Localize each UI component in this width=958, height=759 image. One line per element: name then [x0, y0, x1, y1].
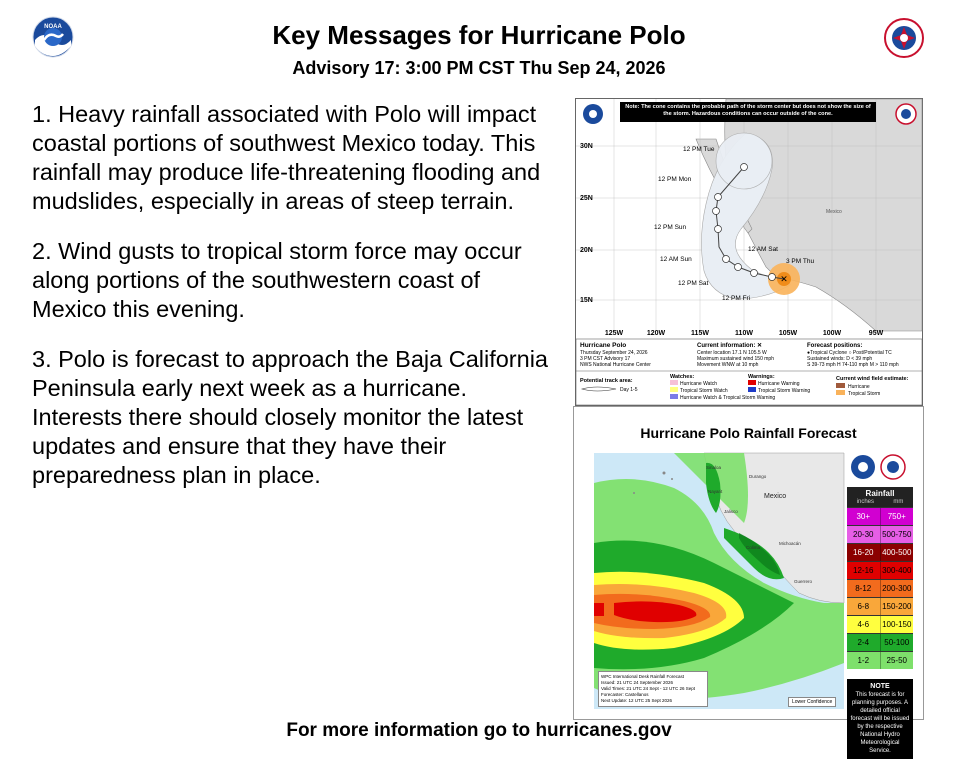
warnings-title: Warnings:: [748, 374, 775, 380]
lon-label: 120W: [646, 330, 666, 337]
place-label: Colima: [746, 545, 761, 550]
legend-mm: 500-750: [880, 526, 914, 543]
rainfall-graphic: [573, 406, 924, 754]
place-label: Michoacán: [779, 541, 801, 546]
legend-inches: 2-4: [857, 638, 870, 647]
info-line: Next Update: 12 UTC 25 Sept 2026: [601, 698, 673, 703]
info-line: Valid Times: 21 UTC 24 Sept - 12 UTC 26 Sept: [601, 686, 695, 691]
legend-inches: 12-16: [853, 566, 874, 575]
rainfall-note: [847, 679, 913, 759]
legend-inches: 20-30: [853, 530, 874, 539]
forecast-point-label: 12 PM Tue: [683, 146, 715, 153]
footer-link-text: For more information go to hurricanes.gov: [286, 720, 672, 741]
current-location: Center location 17.1 N 105.5 W: [697, 350, 767, 356]
forecast-point-label: 12 AM Sat: [748, 246, 778, 253]
place-label: Nayarit: [708, 489, 723, 494]
legend-inches: 8-12: [855, 584, 872, 593]
storm-name: Hurricane Polo: [580, 342, 627, 349]
legend-mm: 50-100: [880, 634, 914, 651]
advisory-subtitle: Advisory 17: 3:00 PM CST Thu Sep 24, 2026: [292, 58, 666, 78]
legend-mm: 300-400: [880, 562, 914, 579]
place-label: Durango: [749, 474, 767, 479]
legend-row: [847, 633, 913, 651]
rainfall-title: Hurricane Polo Rainfall Forecast: [640, 425, 857, 441]
current-info-title: Current information: ✕: [697, 343, 763, 349]
current-wind: Maximum sustained wind 150 mph: [697, 356, 774, 362]
legend-inches: 16-20: [853, 548, 874, 557]
storm-advisory: 3 PM CST Advisory 17: [580, 356, 631, 362]
place-label: Guerrero: [794, 579, 813, 584]
track-area-title: Potential track area:: [580, 378, 633, 384]
forecast-point-label: 12 PM Sat: [678, 280, 709, 287]
legend-inches: 1-2: [857, 656, 870, 665]
warning-ts: Tropical Storm Warning: [758, 388, 811, 394]
key-message-1: 1. Heavy rainfall associated with Polo will impact coastal portions of southwest Mexico today. This rainfall may produce life-threatening flooding and mudslides, especially in areas of steep terrain.: [32, 101, 541, 214]
legend-mm: 25-50: [880, 652, 914, 669]
lon-label: 100W: [822, 330, 842, 337]
lon-label: 95W: [868, 330, 884, 337]
info-line: Forecaster: Castellanos: [601, 692, 649, 697]
legend-row: [847, 651, 913, 669]
lat-label: 20N: [580, 247, 593, 254]
legend-mm: 750+: [880, 508, 914, 525]
legend-unit-mm: mm: [893, 499, 904, 505]
forecast-point-label: 12 PM Fri: [722, 295, 751, 302]
forecast-positions-title: Forecast positions:: [807, 343, 863, 349]
wind-hurricane: Hurricane: [848, 384, 870, 390]
legend-inches: 4-6: [857, 620, 870, 629]
rainfall-logos: [850, 453, 908, 481]
legend-row: [847, 561, 913, 579]
legend-mm: 150-200: [880, 598, 914, 615]
place-label: Mexico: [764, 493, 787, 500]
noaa-logo-text: NOAA: [44, 24, 62, 30]
watch-both: Hurricane Watch & Tropical Storm Warning: [680, 395, 776, 401]
legend-row: [847, 597, 913, 615]
lon-label: 105W: [778, 330, 798, 337]
key-messages: [32, 100, 552, 511]
storm-center: NWS National Hurricane Center: [580, 362, 651, 368]
current-movement: Movement WNW at 10 mph: [697, 362, 759, 368]
warning-hurricane: Hurricane Warning: [758, 381, 800, 387]
forecast-point-label: 12 PM Mon: [658, 176, 692, 183]
legend-row: [847, 507, 913, 525]
lon-label: 125W: [604, 330, 624, 337]
key-message-3: 3. Polo is forecast to approach the Baja California Peninsula early next week as a hurricane. Interests there should closely monitor the latest updates and ensure that they have their preparedness plan in place.: [32, 346, 548, 488]
legend-inches: 30+: [856, 512, 871, 521]
country-label: Mexico: [826, 209, 842, 215]
legend-title: Rainfall: [847, 487, 913, 499]
legend-inches: 6-8: [857, 602, 870, 611]
forecast-positions-line: ●Tropical Cyclone ○ Post/Potential TC: [807, 350, 892, 356]
lon-label: 115W: [691, 330, 709, 337]
confidence-label: Lower Confidence: [788, 697, 836, 707]
key-message-2: 2. Wind gusts to tropical storm force may occur along portions of the southwestern coast of Mexico this evening.: [32, 238, 522, 322]
cone-graphic: [575, 98, 923, 406]
wind-ts: Tropical Storm: [848, 391, 881, 397]
legend-row: [847, 525, 913, 543]
legend-row: [847, 615, 913, 633]
info-line: Issued: 21 UTC 24 September 2026: [601, 680, 674, 685]
lat-label: 30N: [580, 143, 593, 150]
note-text: This forecast is for planning purposes. A detailed official forecast will be issued by the respective National Hydro Meteorological Service.: [850, 692, 910, 754]
track-area-item: Day 1-5: [620, 387, 638, 393]
forecast-positions-line: Sustained winds: D < 39 mph: [807, 356, 873, 362]
wind-field-title: Current wind field estimate:: [836, 376, 909, 382]
legend-mm: 100-150: [880, 616, 914, 633]
note-title: NOTE: [870, 683, 890, 690]
info-line: WPC International Desk Rainfall Forecast: [601, 674, 685, 679]
rainfall-legend: [847, 487, 913, 759]
legend-mm: 400-500: [880, 544, 914, 561]
legend-row: [847, 579, 913, 597]
legend-unit-inches: inches: [856, 499, 874, 505]
lon-label: 110W: [735, 330, 753, 337]
forecast-point-label: 12 AM Sun: [660, 256, 692, 263]
lat-label: 25N: [580, 195, 593, 202]
forecast-positions-line: S 39-73 mph H 74-110 mph M > 110 mph: [807, 362, 899, 368]
lat-label: 15N: [580, 297, 593, 304]
place-label: Jalisco: [724, 509, 738, 514]
page-title: Key Messages for Hurricane Polo: [272, 20, 686, 50]
watches-title: Watches:: [670, 374, 695, 380]
cone-note: Note: The cone contains the probable path of the storm center but does not show the size of the storm. Hazardous conditions can occur outside of the cone.: [625, 104, 871, 117]
place-label: Sinaloa: [706, 465, 722, 470]
forecast-point-label: 3 PM Thu: [786, 258, 815, 265]
storm-date: Thursday September 24, 2026: [580, 350, 648, 356]
legend-mm: 200-300: [880, 580, 914, 597]
rainfall-info-box: [598, 671, 708, 707]
svg-text:✕: ✕: [780, 274, 788, 284]
watch-hurricane: Hurricane Watch: [680, 381, 718, 387]
watch-ts: Tropical Storm Watch: [680, 388, 728, 394]
legend-row: [847, 543, 913, 561]
forecast-point-label: 12 PM Sun: [654, 224, 687, 231]
